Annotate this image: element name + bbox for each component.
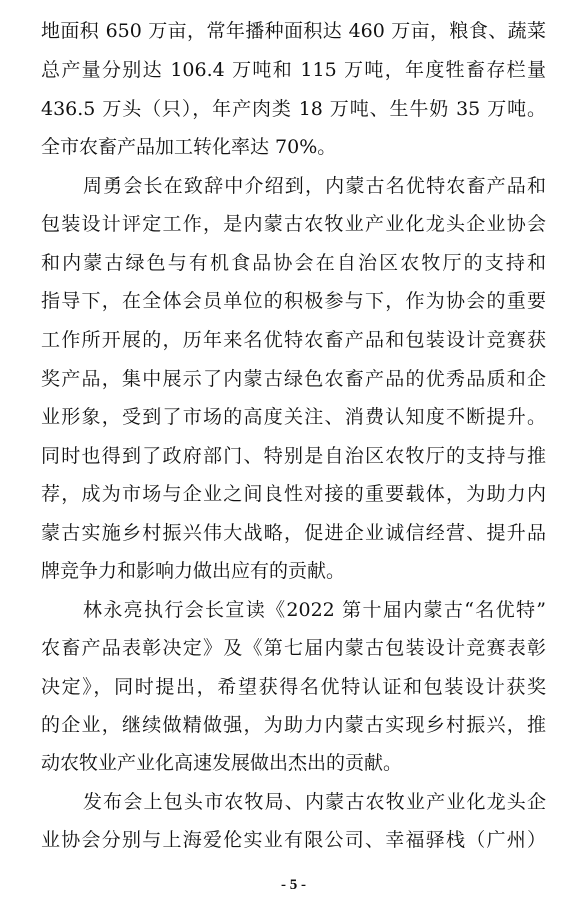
text-line-10: 奖产品，集中展示了内蒙古绿色农畜产品的优秀品质和企: [41, 368, 546, 390]
text-line-12: 同时也得到了政府部门、特别是自治区农牧厅的支持与推: [41, 445, 546, 467]
text-line-19: 的企业，继续做精做强，为助力内蒙古实现乡村振兴，推: [41, 714, 546, 736]
text-line-4: 全市农畜产品加工转化率达 70%。: [41, 136, 337, 158]
paragraph-2-first-line: 周勇会长在致辞中介绍到，内蒙古名优特农畜产品和: [83, 175, 546, 197]
text-line-15: 牌竞争力和影响力做出应有的贡献。: [41, 560, 346, 582]
text-line-14: 蒙古实施乡村振兴伟大战略，促进企业诚信经营、提升品: [41, 522, 546, 544]
text-line-20: 动农牧业产业化高速发展做出杰出的贡献。: [41, 752, 403, 774]
text-line-2: 总产量分别达 106.4 万吨和 115 万吨，年度牲畜存栏量: [41, 59, 546, 81]
text-line-1: 地面积 650 万亩，常年播种面积达 460 万亩，粮食、蔬菜: [41, 20, 546, 42]
text-line-8: 指导下，在全体会员单位的积极参与下，作为协会的重要: [41, 290, 546, 312]
page-number: - 5 -: [281, 877, 306, 893]
text-line-9: 工作所开展的，历年来名优特农畜产品和包装设计竞赛获: [41, 329, 546, 351]
text-line-11: 业形象，受到了市场的高度关注、消费认知度不断提升。: [41, 406, 546, 428]
text-line-13: 荐，成为市场与企业之间良性对接的重要载体，为助力内: [41, 483, 546, 505]
paragraph-4-first-line: 发布会上包头市农牧局、内蒙古农牧业产业化龙头企: [83, 791, 546, 813]
text-line-6: 包装设计评定工作，是内蒙古农牧业产业化龙头企业协会: [41, 213, 546, 235]
text-line-22: 业协会分别与上海爱伦实业有限公司、幸福驿栈（广州）: [41, 829, 546, 851]
text-line-18: 决定》，同时提出，希望获得名优特认证和包装设计获奖: [41, 676, 546, 698]
paragraph-3-first-line: 林永亮执行会长宣读《2022 第十届内蒙古“名优特”: [83, 599, 546, 621]
text-line-3: 436.5 万头（只），年产肉类 18 万吨、生牛奶 35 万吨。: [41, 98, 546, 120]
text-line-7: 和内蒙古绿色与有机食品协会在自治区农牧厅的支持和: [41, 252, 546, 274]
text-line-17: 农畜产品表彰决定》及《第七届内蒙古包装设计竞赛表彰: [41, 637, 546, 659]
